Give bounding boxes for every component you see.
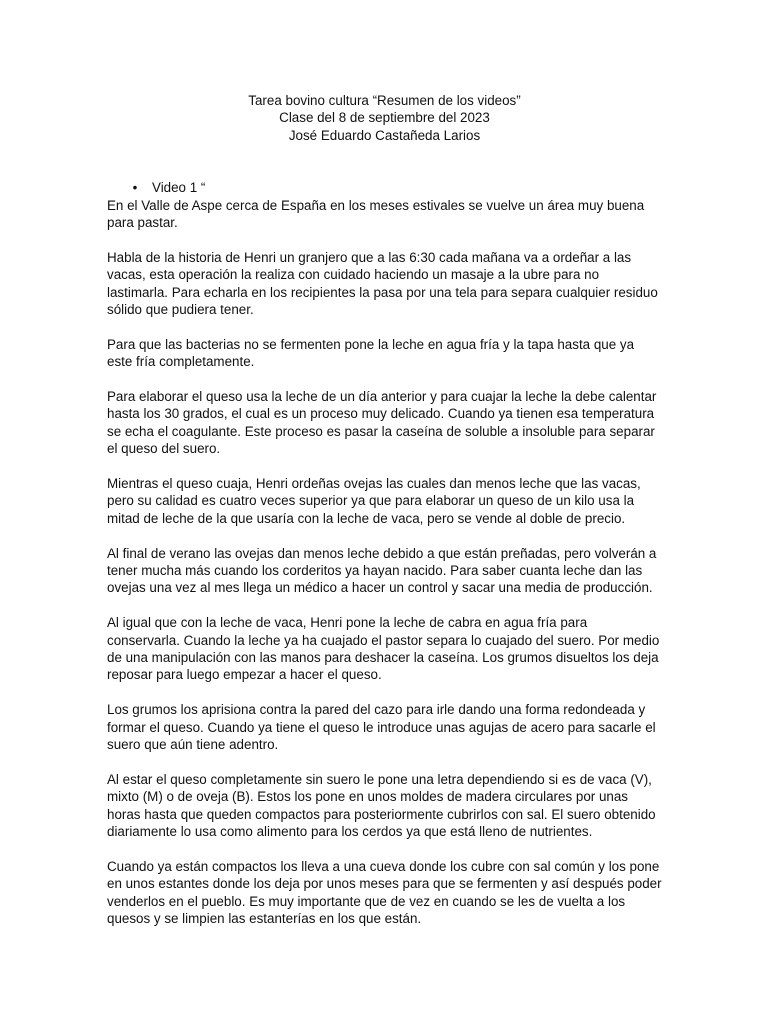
paragraph: Al estar el queso completamente sin suero le pone una letra dependiendo si es de vaca (V), mixto (M) o de oveja (B). Estos los pone en unos moldes de madera circulares por unas horas hasta que queden compactos para posteriormente cubrirlos con sal. El suero obtenido diariamente lo usa como alimento para los cerdos ya que está lleno de nutrientes. [107, 771, 656, 840]
bullet-label: Video 1 “ [152, 180, 206, 196]
paragraph: Para que las bacterias no se fermenten pone la leche en agua fría y la tapa hasta que ya este fría completamente. [107, 336, 635, 370]
paragraph: Al igual que con la leche de vaca, Henri pone la leche de cabra en agua fría para conservarla. Cuando la leche ya ha cuajado el pastor separa lo cuajado del suero. Por medio de una manipulación con las manos para deshacer la caseína. Los grumos disueltos los deja reposar para luego empezar a hacer el queso. [107, 615, 660, 683]
paragraph: Cuando ya están compactos los lleva a una cueva donde los cubre con sal común y los pone en unos estantes donde los deja por unos meses para que se fermenten y así después poder venderlos en el pueblo. Es muy importante que de vez en cuando se les de vuelta a los quesos y se limpien las estanterías en los que están. [107, 858, 662, 927]
document-body [107, 197, 662, 928]
document-header [107, 92, 662, 144]
header-title: Tarea bovino cultura “Resumen de los videos” [248, 93, 521, 108]
paragraph: Para elaborar el queso usa la leche de un día anterior y para cuajar la leche la debe calentar hasta los 30 grados, el cual es un proceso muy delicado. Cuando ya tienen esa temperatura se echa el coagulante. Este proceso es pasar la caseína de soluble a insoluble para separar el queso del suero. [107, 388, 657, 457]
paragraph: Habla de la historia de Henri un granjero que a las 6:30 cada mañana va a ordeñar a las vacas, esta operación la realiza con cuidado haciendo un masaje a la ubre para no lastimarla. Para echarla en los recipientes la pasa por una tela para separa cualquier residuo sólido que pudiera tener. [107, 249, 658, 317]
header-class-date: Clase del 8 de septiembre del 2023 [279, 110, 490, 126]
header-author: José Eduardo Castañeda Larios [288, 127, 481, 143]
paragraph: Al final de verano las ovejas dan menos leche debido a que están preñadas, pero volverán a tener mucha más cuando los corderitos ya hayan nacido. Para saber cuanta leche dan las ovejas una vez al mes llega un médico a hacer un control y sacar una media de producción. [107, 545, 657, 596]
paragraph: En el Valle de Aspe cerca de España en los meses estivales se vuelve un área muy buena para pastar. [107, 197, 645, 230]
paragraph: Mientras el queso cuaja, Henri ordeñas ovejas las cuales dan menos leche que las vacas, pero su calidad es cuatro veces superior ya que para elaborar un queso de un kilo usa la mitad de leche de la que usaría con la leche de vaca, pero se vende al doble de precio. [107, 476, 641, 526]
bullet-item [107, 179, 662, 196]
bullet-icon: • [132, 180, 138, 196]
paragraph: Los grumos los aprisiona contra la pared del cazo para irle dando una forma redondeada y formar el queso. Cuando ya tiene el queso le introduce unas agujas de acero para sacarle el suero que aún tiene adentro. [107, 702, 656, 753]
